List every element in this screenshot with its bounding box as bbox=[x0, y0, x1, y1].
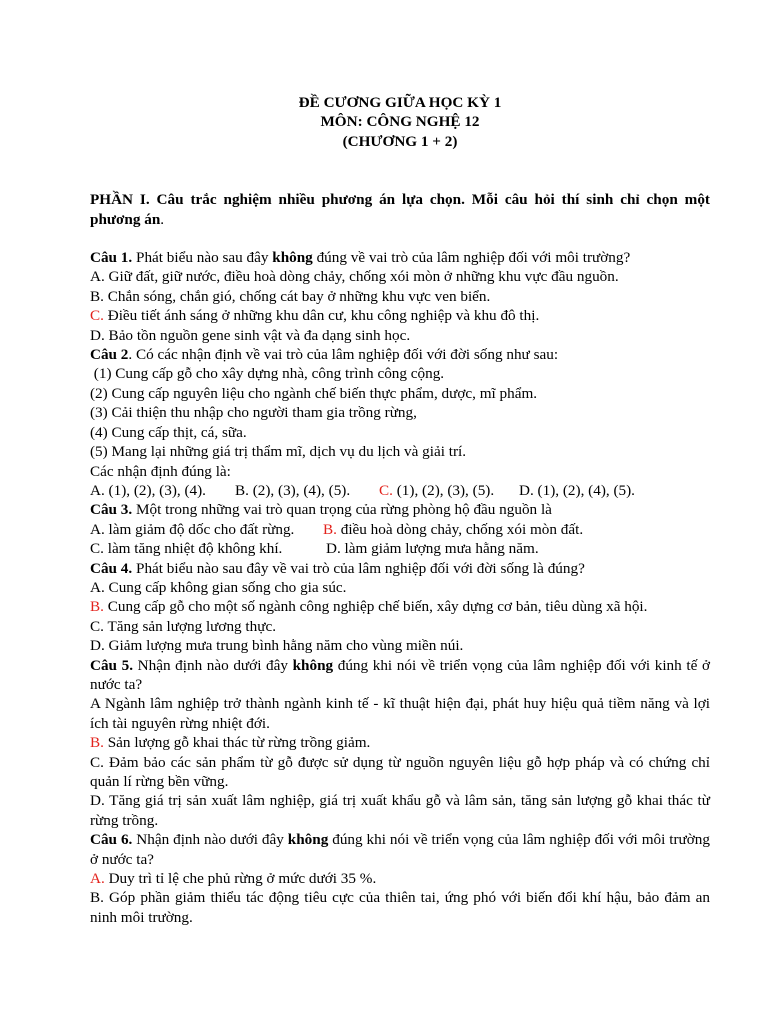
question-1 bbox=[90, 248, 710, 267]
question-4 bbox=[90, 559, 710, 578]
q5-option-b bbox=[90, 733, 710, 752]
doc-title-line2: MÔN: CÔNG NGHỆ 12 bbox=[320, 113, 480, 131]
q5-option-b-text: Sản lượng gỗ khai thác từ rừng trồng giảm. bbox=[103, 734, 371, 752]
q4-text: Phát biểu nào sau đây về vai trò của lâm nghiệp đối với đời sống là đúng? bbox=[132, 559, 585, 577]
question-5 bbox=[90, 656, 710, 695]
q5-bold: không bbox=[292, 656, 334, 674]
q6-option-a-text: Duy trì tỉ lệ che phủ rừng ở mức dưới 35 %. bbox=[104, 870, 377, 888]
q2-statement-2: (2) Cung cấp nguyên liệu cho ngành chế biến thực phẩm, dược, mĩ phẩm. bbox=[90, 384, 538, 402]
q2-option-c-text: (1), (2), (3), (5). bbox=[392, 481, 495, 499]
q5-label: Câu 5. bbox=[90, 656, 134, 674]
q5-option-c: C. Đảm bảo các sản phẩm từ gỗ được sử dụng từ nguồn nguyên liệu gỗ hợp pháp và có chứng chỉ quản lí rừng bền vững. bbox=[90, 753, 710, 790]
q3-answer-letter: B. bbox=[323, 520, 337, 538]
q6-answer-letter: A. bbox=[90, 870, 105, 888]
q2-statement-1: (1) Cung cấp gỗ cho xây dựng nhà, công trình công cộng. bbox=[90, 365, 445, 383]
q1-bold: không bbox=[272, 249, 313, 267]
q1-option-d: D. Bảo tồn nguồn gene sinh vật và đa dạng sinh học. bbox=[90, 326, 411, 344]
q2-option-b: B. (2), (3), (4), (5). bbox=[235, 481, 351, 499]
q4-option-d: D. Giảm lượng mưa trung bình hằng năm cho vùng miền núi. bbox=[90, 637, 464, 655]
question-3 bbox=[90, 500, 710, 519]
q4-label: Câu 4. bbox=[90, 559, 133, 577]
q4-option-b-text: Cung cấp gỗ cho một số ngành công nghiệp chế biến, xây dựng cơ bản, tiêu dùng xã hội. bbox=[103, 598, 648, 616]
q6-option-a bbox=[90, 869, 710, 888]
part1-heading bbox=[90, 190, 710, 229]
q3-options-ab bbox=[90, 520, 710, 539]
q2-text: . Có các nhận định về vai trò của lâm nghiệp đối với đời sống như sau: bbox=[128, 346, 559, 364]
q3-option-b bbox=[323, 520, 583, 539]
q1-option-b: B. Chắn sóng, chắn gió, chống cát bay ở những khu vực ven biển. bbox=[90, 287, 491, 305]
part1-heading-text: PHẦN I. Câu trắc nghiệm nhiều phương án lựa chọn. Mỗi câu hỏi thí sinh chỉ chọn một phương án bbox=[90, 191, 710, 228]
q2-statement-5: (5) Mang lại những giá trị thẩm mĩ, dịch vụ du lịch và giải trí. bbox=[90, 443, 467, 461]
q2-prompt: Các nhận định đúng là: bbox=[90, 462, 231, 480]
q5-option-d: D. Tăng giá trị sản xuất lâm nghiệp, giá trị xuất khẩu gỗ và lâm sản, tăng sản lượng gỗ khai thác từ rừng trồng. bbox=[90, 792, 710, 829]
part1-period: . bbox=[160, 210, 165, 228]
q2-statement-4: (4) Cung cấp thịt, cá, sữa. bbox=[90, 423, 247, 441]
q6-post: đúng khi nói về triển vọng của lâm nghiệp đối với môi trường ở nước ta? bbox=[90, 831, 710, 868]
q4-option-a: A. Cung cấp không gian sống cho gia súc. bbox=[90, 578, 347, 596]
q1-label: Câu 1. bbox=[90, 249, 133, 267]
q2-answer-letter: C. bbox=[379, 481, 393, 499]
q4-answer-letter: B. bbox=[90, 598, 104, 616]
q4-option-b bbox=[90, 597, 710, 616]
q3-label: Câu 3. bbox=[90, 501, 133, 519]
q1-post: đúng về vai trò của lâm nghiệp đối với môi trường? bbox=[312, 249, 631, 267]
doc-title-line3: (CHƯƠNG 1 + 2) bbox=[342, 132, 458, 150]
q3-text: Một trong những vai trò quan trọng của rừng phòng hộ đầu nguồn là bbox=[132, 501, 552, 519]
q4-option-c: C. Tăng sản lượng lương thực. bbox=[90, 617, 277, 635]
q2-statement-3: (3) Cải thiện thu nhập cho người tham gia trồng rừng, bbox=[90, 404, 417, 422]
q2-label: Câu 2 bbox=[90, 346, 129, 364]
q5-option-a: A Ngành lâm nghiệp trở thành ngành kinh tế - kĩ thuật hiện đại, phát huy hiệu quả tiềm năng và lợi ích tài nguyên rừng nhiệt đới. bbox=[90, 695, 710, 732]
q6-pre: Nhận định nào dưới đây bbox=[132, 831, 288, 849]
q3-option-c: C. làm tăng nhiệt độ không khí. bbox=[90, 540, 283, 558]
q6-bold: không bbox=[287, 831, 329, 849]
q1-option-c-text: Điều tiết ánh sáng ở những khu dân cư, khu công nghiệp và khu đô thị. bbox=[103, 307, 540, 325]
q5-pre: Nhận định nào dưới đây bbox=[133, 656, 293, 674]
q5-post: đúng khi nói về triển vọng của lâm nghiệp đối với kinh tế ở nước ta? bbox=[90, 656, 710, 693]
q1-option-c bbox=[90, 306, 710, 325]
q1-option-a: A. Giữ đất, giữ nước, điều hoà dòng chảy, chống xói mòn ở những khu vực đầu nguồn. bbox=[90, 268, 619, 286]
q6-label: Câu 6. bbox=[90, 831, 133, 849]
doc-title-line1: ĐỀ CƯƠNG GIỮA HỌC KỲ 1 bbox=[298, 94, 502, 111]
document-page bbox=[90, 93, 710, 927]
q6-option-b: B. Góp phần giảm thiểu tác động tiêu cực của thiên tai, ứng phó với biến đổi khí hậu, bảo đảm an ninh môi trường. bbox=[90, 889, 710, 926]
q3-option-a: A. làm giảm độ dốc cho đất rừng. bbox=[90, 520, 295, 538]
question-2 bbox=[90, 345, 710, 364]
q3-option-d: D. làm giảm lượng mưa hằng năm. bbox=[326, 540, 539, 558]
q3-options-cd bbox=[90, 539, 710, 558]
q1-answer-letter: C. bbox=[90, 307, 104, 325]
q2-option-a: A. (1), (2), (3), (4). bbox=[90, 481, 206, 499]
q1-pre: Phát biểu nào sau đây bbox=[132, 249, 273, 267]
q2-option-d: D. (1), (2), (4), (5). bbox=[519, 481, 635, 499]
q2-options bbox=[90, 481, 710, 500]
q5-answer-letter: B. bbox=[90, 734, 104, 752]
question-6 bbox=[90, 830, 710, 869]
q2-option-c bbox=[379, 481, 519, 500]
q3-option-b-text: điều hoà dòng chảy, chống xói mòn đất. bbox=[336, 520, 584, 538]
